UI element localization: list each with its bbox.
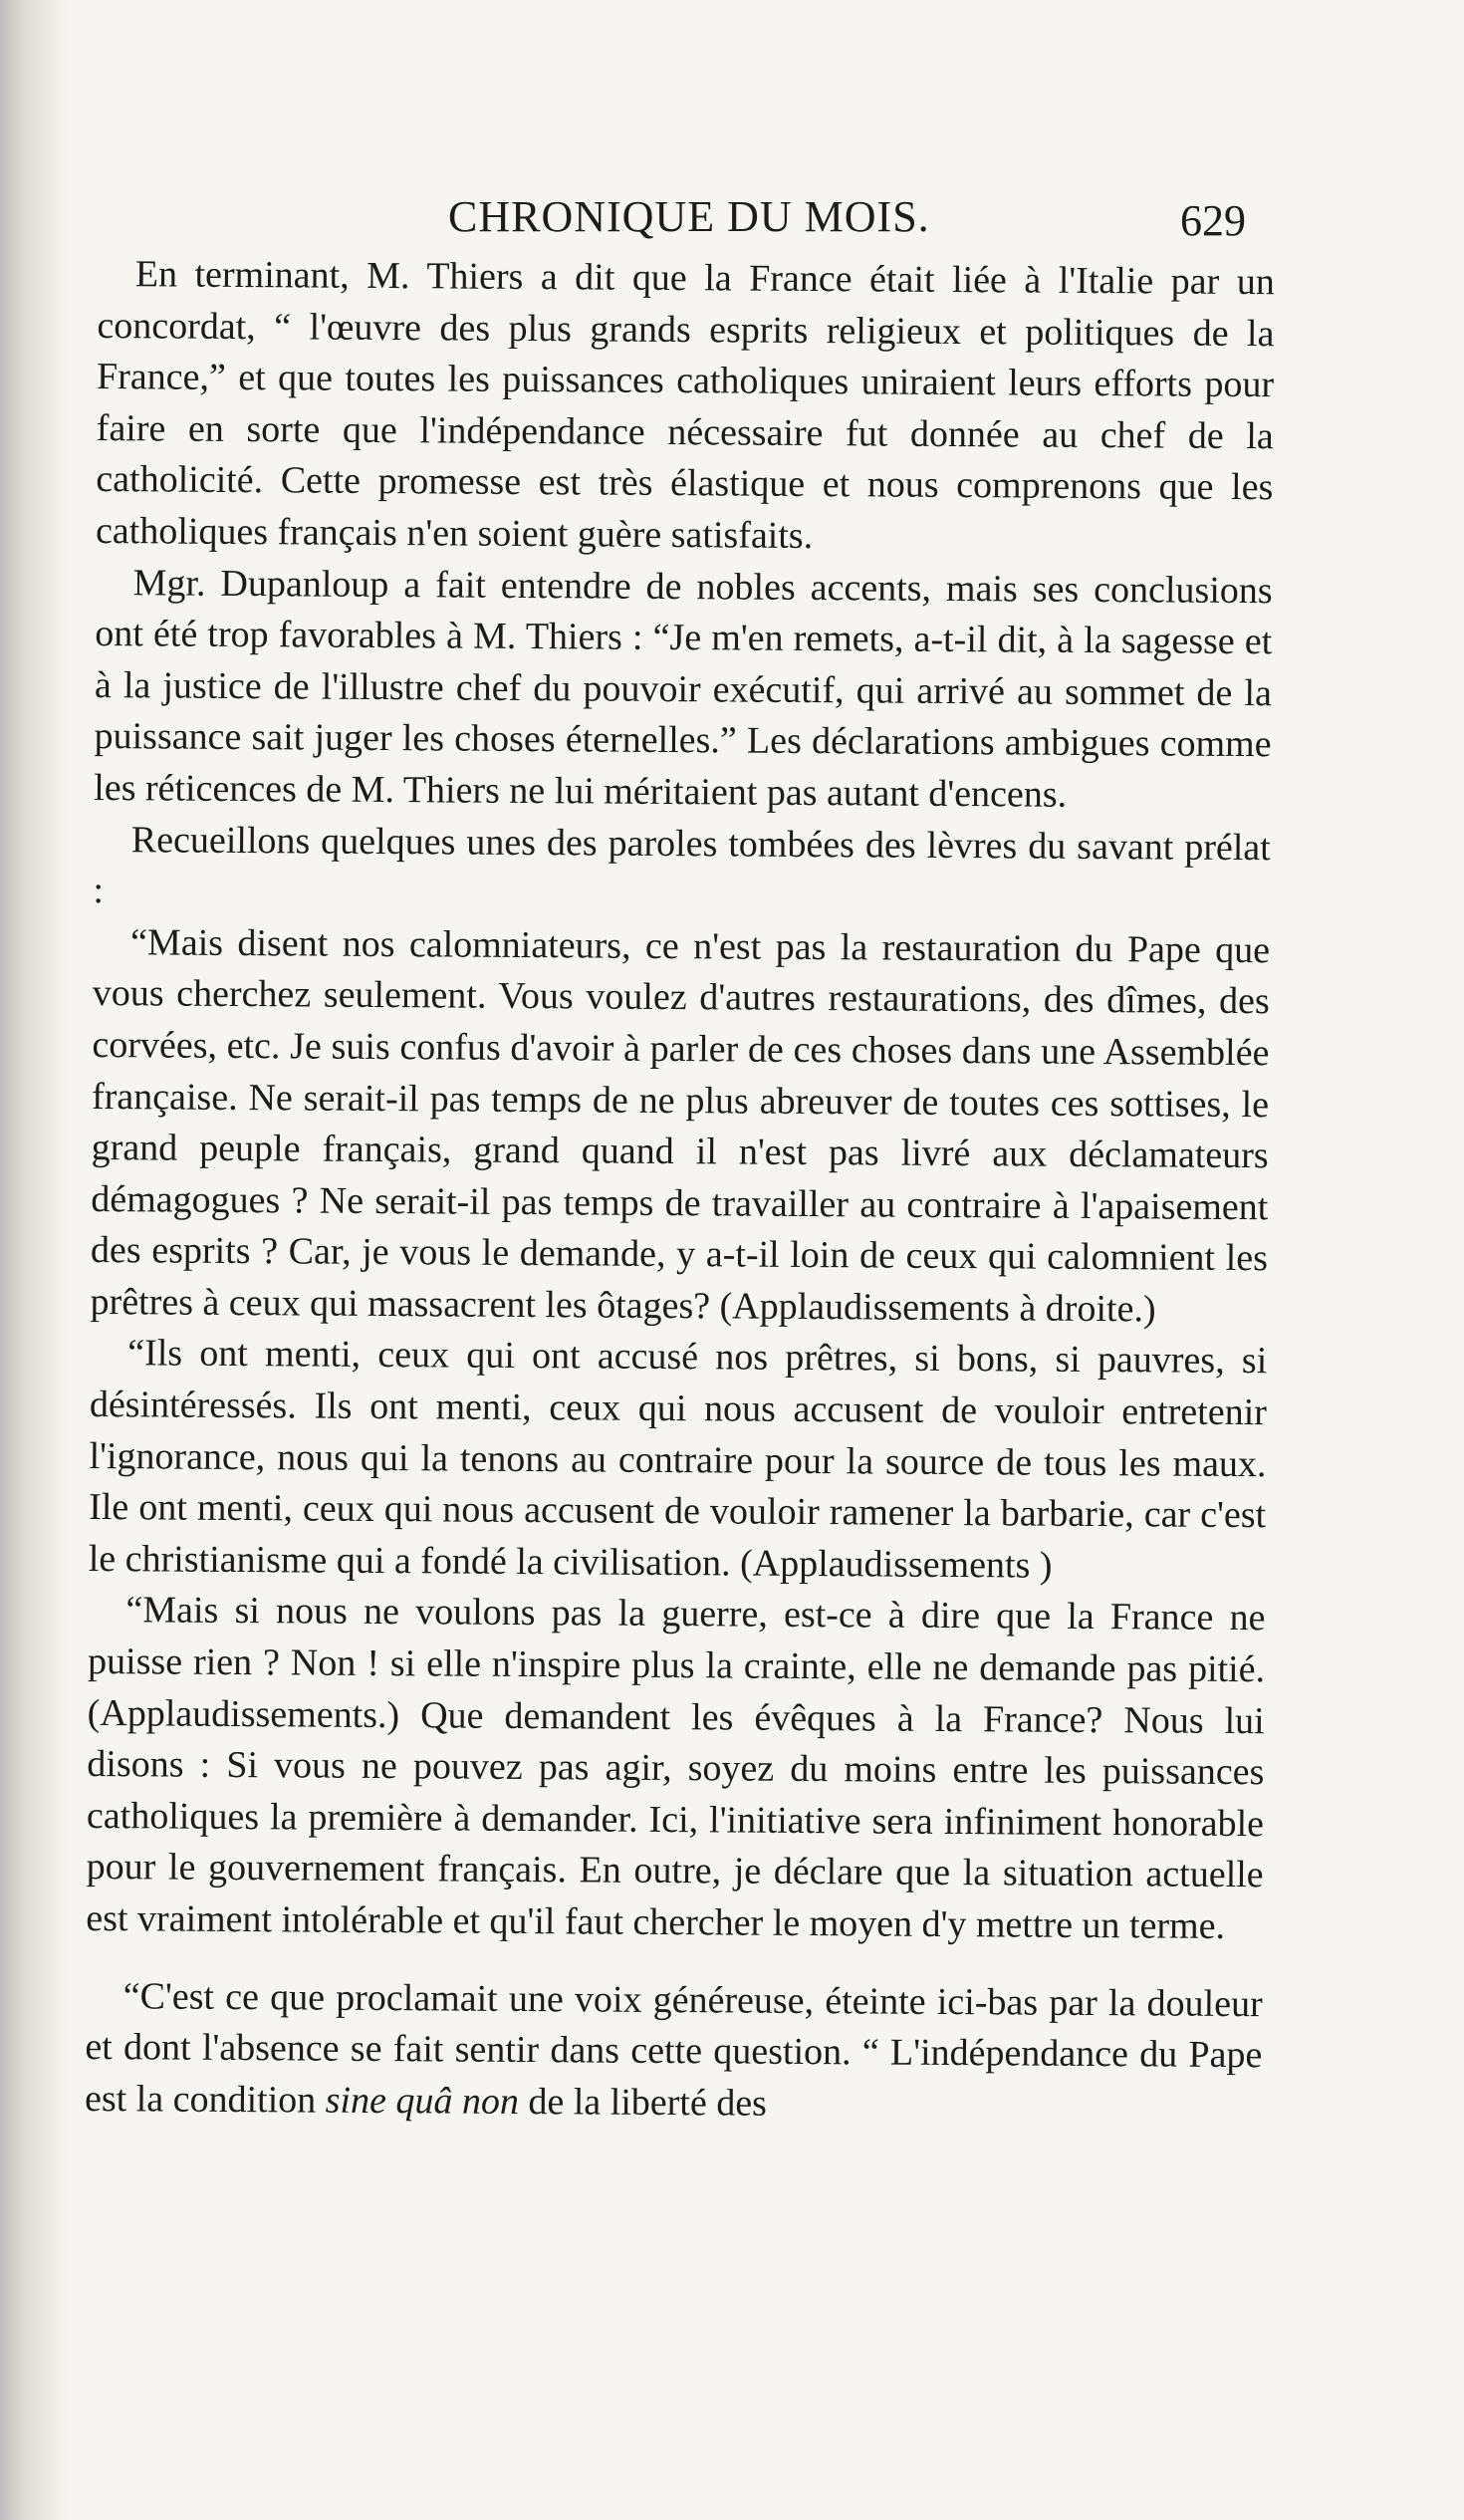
paragraph-quote-ils-ont-menti: “Ils ont menti, ceux qui ont accusé nos prêtres, si bons, si pauvres, si désintéressés. Ils ont menti, ceux qui nous accusent de vouloir entretenir l'ignorance, nous qui la tenons au contraire pour la source de tous les maux. Ile ont menti, ceux qui nous accusent de vouloir ramener la barbarie, car c'est le christianisme qui a fondé la civilisation. (Applaudissements ) xyxy=(88,1332,1268,1587)
scan-shadow-edge xyxy=(0,0,70,2520)
paragraph-thiers-concordat: En terminant, M. Thiers a dit que la France était liée à l'Italie par un concordat, “ l'œuvre des plus grands esprits religieux et politiques de la France,” et que toutes les puissances catholiques uniraient leurs efforts pour faire en sorte que l'indépendance nécessaire fut donnée au chef de la catholicité. Cette promesse est très élastique et nous comprenons que les catholiques français n'en soient guère satisfaits. xyxy=(95,253,1275,557)
paragraph-dupanloup: Mgr. Dupanloup a fait entendre de nobles accents, mais ses conclusions ont été trop favorables à M. Thiers : “Je m'en remets, a-t-il dit, à la sagesse et à la justice de l'illustre chef du pouvoir exécutif, qui arrivé au sommet de la puissance sait juger les choses éternelles.” Les déclarations ambigues comme les réticences de M. Thiers ne lui méritaient pas autant d'encens. xyxy=(94,561,1273,816)
article-body xyxy=(85,249,1275,2134)
paragraph-last-tail: de la liberté des xyxy=(518,2080,768,2125)
paragraph-quote-calomniateurs: “Mais disent nos calomniateurs, ce n'est pas la restauration du Pape que vous cherchez seulement. Vous voulez d'autres restaurations, des dîmes, des corvées, etc. Je suis confus d'avoir à parler de ces choses dans une Assemblée française. Ne serait-il pas temps de ne plus abreuver de toutes ces sottises, le grand peuple français, grand quand il n'est pas livré aux déclamateurs démagogues ? Ne serait-il pas temps de travailler au contraire à l'apaisement des esprits ? Car, je vous le demande, y a-t-il loin de ceux qui calomnient les prêtres à ceux qui massacrent les ôtages? (Applaudissements à droite.) xyxy=(90,920,1271,1331)
page-number: 629 xyxy=(1180,196,1246,245)
running-head: CHRONIQUE DU MOIS. xyxy=(448,192,930,241)
paragraph-recueillons: Recueillons quelques unes des paroles tombées des lèvres du savant prélat : xyxy=(93,818,1271,912)
paragraph-quote-mais-si: “Mais si nous ne voulons pas la guerre, est-ce à dire que la France ne puisse rien ? Non ! si elle n'inspire plus la crainte, elle ne demande pas pitié. (Applaudissements.) Que demandent les évêques à la France? Nous lui disons : Si vous ne pouvez pas agir, soyez du moins entre les puissances catholiques la première à demander. Ici, l'initiative sera infiniment honorable pour le gouvernement français. En outre, je déclare que la situation actuelle est vraiment intolérable et qu'il faut chercher le moyen d'y mettre un terme. xyxy=(86,1589,1266,1947)
paragraph-quote-voix-genereuse xyxy=(85,1971,1263,2134)
paragraph-last-lead: “C'est ce que proclamait une voix généreuse, éteinte ici-bas par la douleur et dont l'absence se fait sentir dans cette question. “ L'indépendance du Pape est la condition xyxy=(84,1974,1263,2122)
italic-phrase: sine quâ non xyxy=(325,2079,520,2123)
